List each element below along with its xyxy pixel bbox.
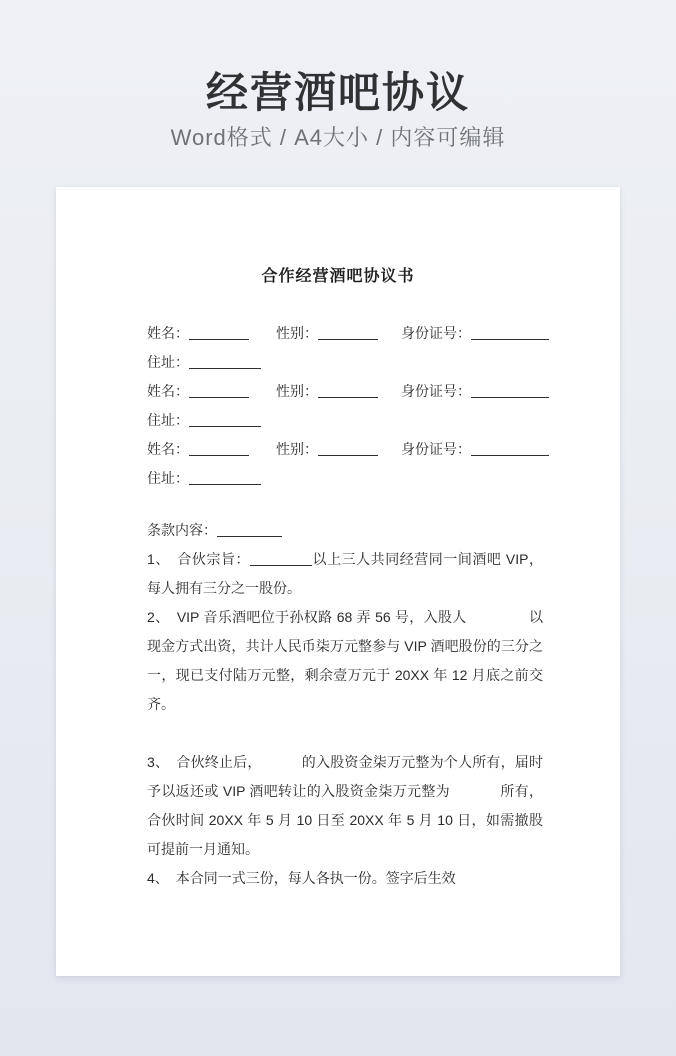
id-blank-field [471, 327, 549, 340]
party-row-3 [147, 435, 543, 464]
gender-blank-field [318, 327, 378, 340]
clause-1 [147, 545, 543, 603]
id-label: 身份证号： [401, 325, 471, 341]
clause-2-pre: 2、 VIP 音乐酒吧位于孙权路 68 弄 56 号，入股人 [147, 609, 467, 625]
template-header [0, 0, 676, 151]
id-blank-field [471, 385, 549, 398]
clause-4: 4、 本合同一式三份，每人各执一份。签字后生效 [147, 870, 456, 886]
clause-3-seg1: 3、 合伙终止后， [147, 754, 262, 770]
address-label: 住址： [147, 354, 189, 370]
name-blank-field [189, 443, 249, 456]
clause-2-post: 以现金方式出资，共计人民币柒万元整参与 VIP 酒吧股份的三分之一，现已支付陆万元整，剩余壹万元于 20XX 年 12 月底之前交齐。 [147, 609, 544, 712]
clause-3-seg2: 的入股资金柒万元整为个人所有，届时予以返还或 VIP 酒吧转让的入股资金柒万元整为 [147, 754, 543, 799]
clause-3 [147, 748, 543, 864]
name-label: 姓名： [147, 325, 189, 341]
clause-3-seg3: 所有，合伙时间 20XX 年 5 月 10 日至 20XX 年 5 月 10 日，如需撤股可提前一月通知。 [147, 783, 544, 857]
address-row-1 [147, 348, 543, 377]
clause-1-post: 以上三人共同经营同一间酒吧 VIP，每人拥有三分之一股份。 [147, 551, 543, 596]
document-page [56, 187, 620, 976]
id-label: 身份证号： [401, 441, 471, 457]
template-subtitle: Word格式 / A4大小 / 内容可编辑 [170, 125, 506, 150]
party-row-2 [147, 377, 543, 406]
id-label: 身份证号： [401, 383, 471, 399]
clause-2-gap [467, 621, 529, 622]
id-blank-field [471, 443, 549, 456]
clause-1-blank-field [250, 553, 312, 566]
clause-1-pre: 1、 合伙宗旨： [147, 551, 251, 567]
terms-label: 条款内容： [147, 522, 217, 538]
clause-3-gap-1 [262, 766, 302, 767]
party-row-1 [147, 319, 543, 348]
gender-label: 性别： [276, 325, 318, 341]
gender-label: 性别： [276, 441, 318, 457]
address-row-3 [147, 464, 543, 493]
address-label: 住址： [147, 412, 189, 428]
terms-blank-field [217, 524, 282, 537]
name-blank-field [189, 327, 249, 340]
name-label: 姓名： [147, 383, 189, 399]
address-blank-field [189, 414, 261, 427]
address-blank-field [189, 472, 261, 485]
address-blank-field [189, 356, 261, 369]
address-label: 住址： [147, 470, 189, 486]
name-blank-field [189, 385, 249, 398]
terms-label-row [147, 516, 543, 545]
name-label: 姓名： [147, 441, 189, 457]
clause-2 [147, 603, 543, 719]
clause-3-gap-2 [450, 795, 500, 796]
gender-label: 性别： [276, 383, 318, 399]
document-body [56, 319, 620, 893]
document-title: 合作经营酒吧协议书 [261, 268, 415, 285]
gender-blank-field [318, 443, 378, 456]
gender-blank-field [318, 385, 378, 398]
address-row-2 [147, 406, 543, 435]
template-title: 经营酒吧协议 [205, 69, 470, 116]
